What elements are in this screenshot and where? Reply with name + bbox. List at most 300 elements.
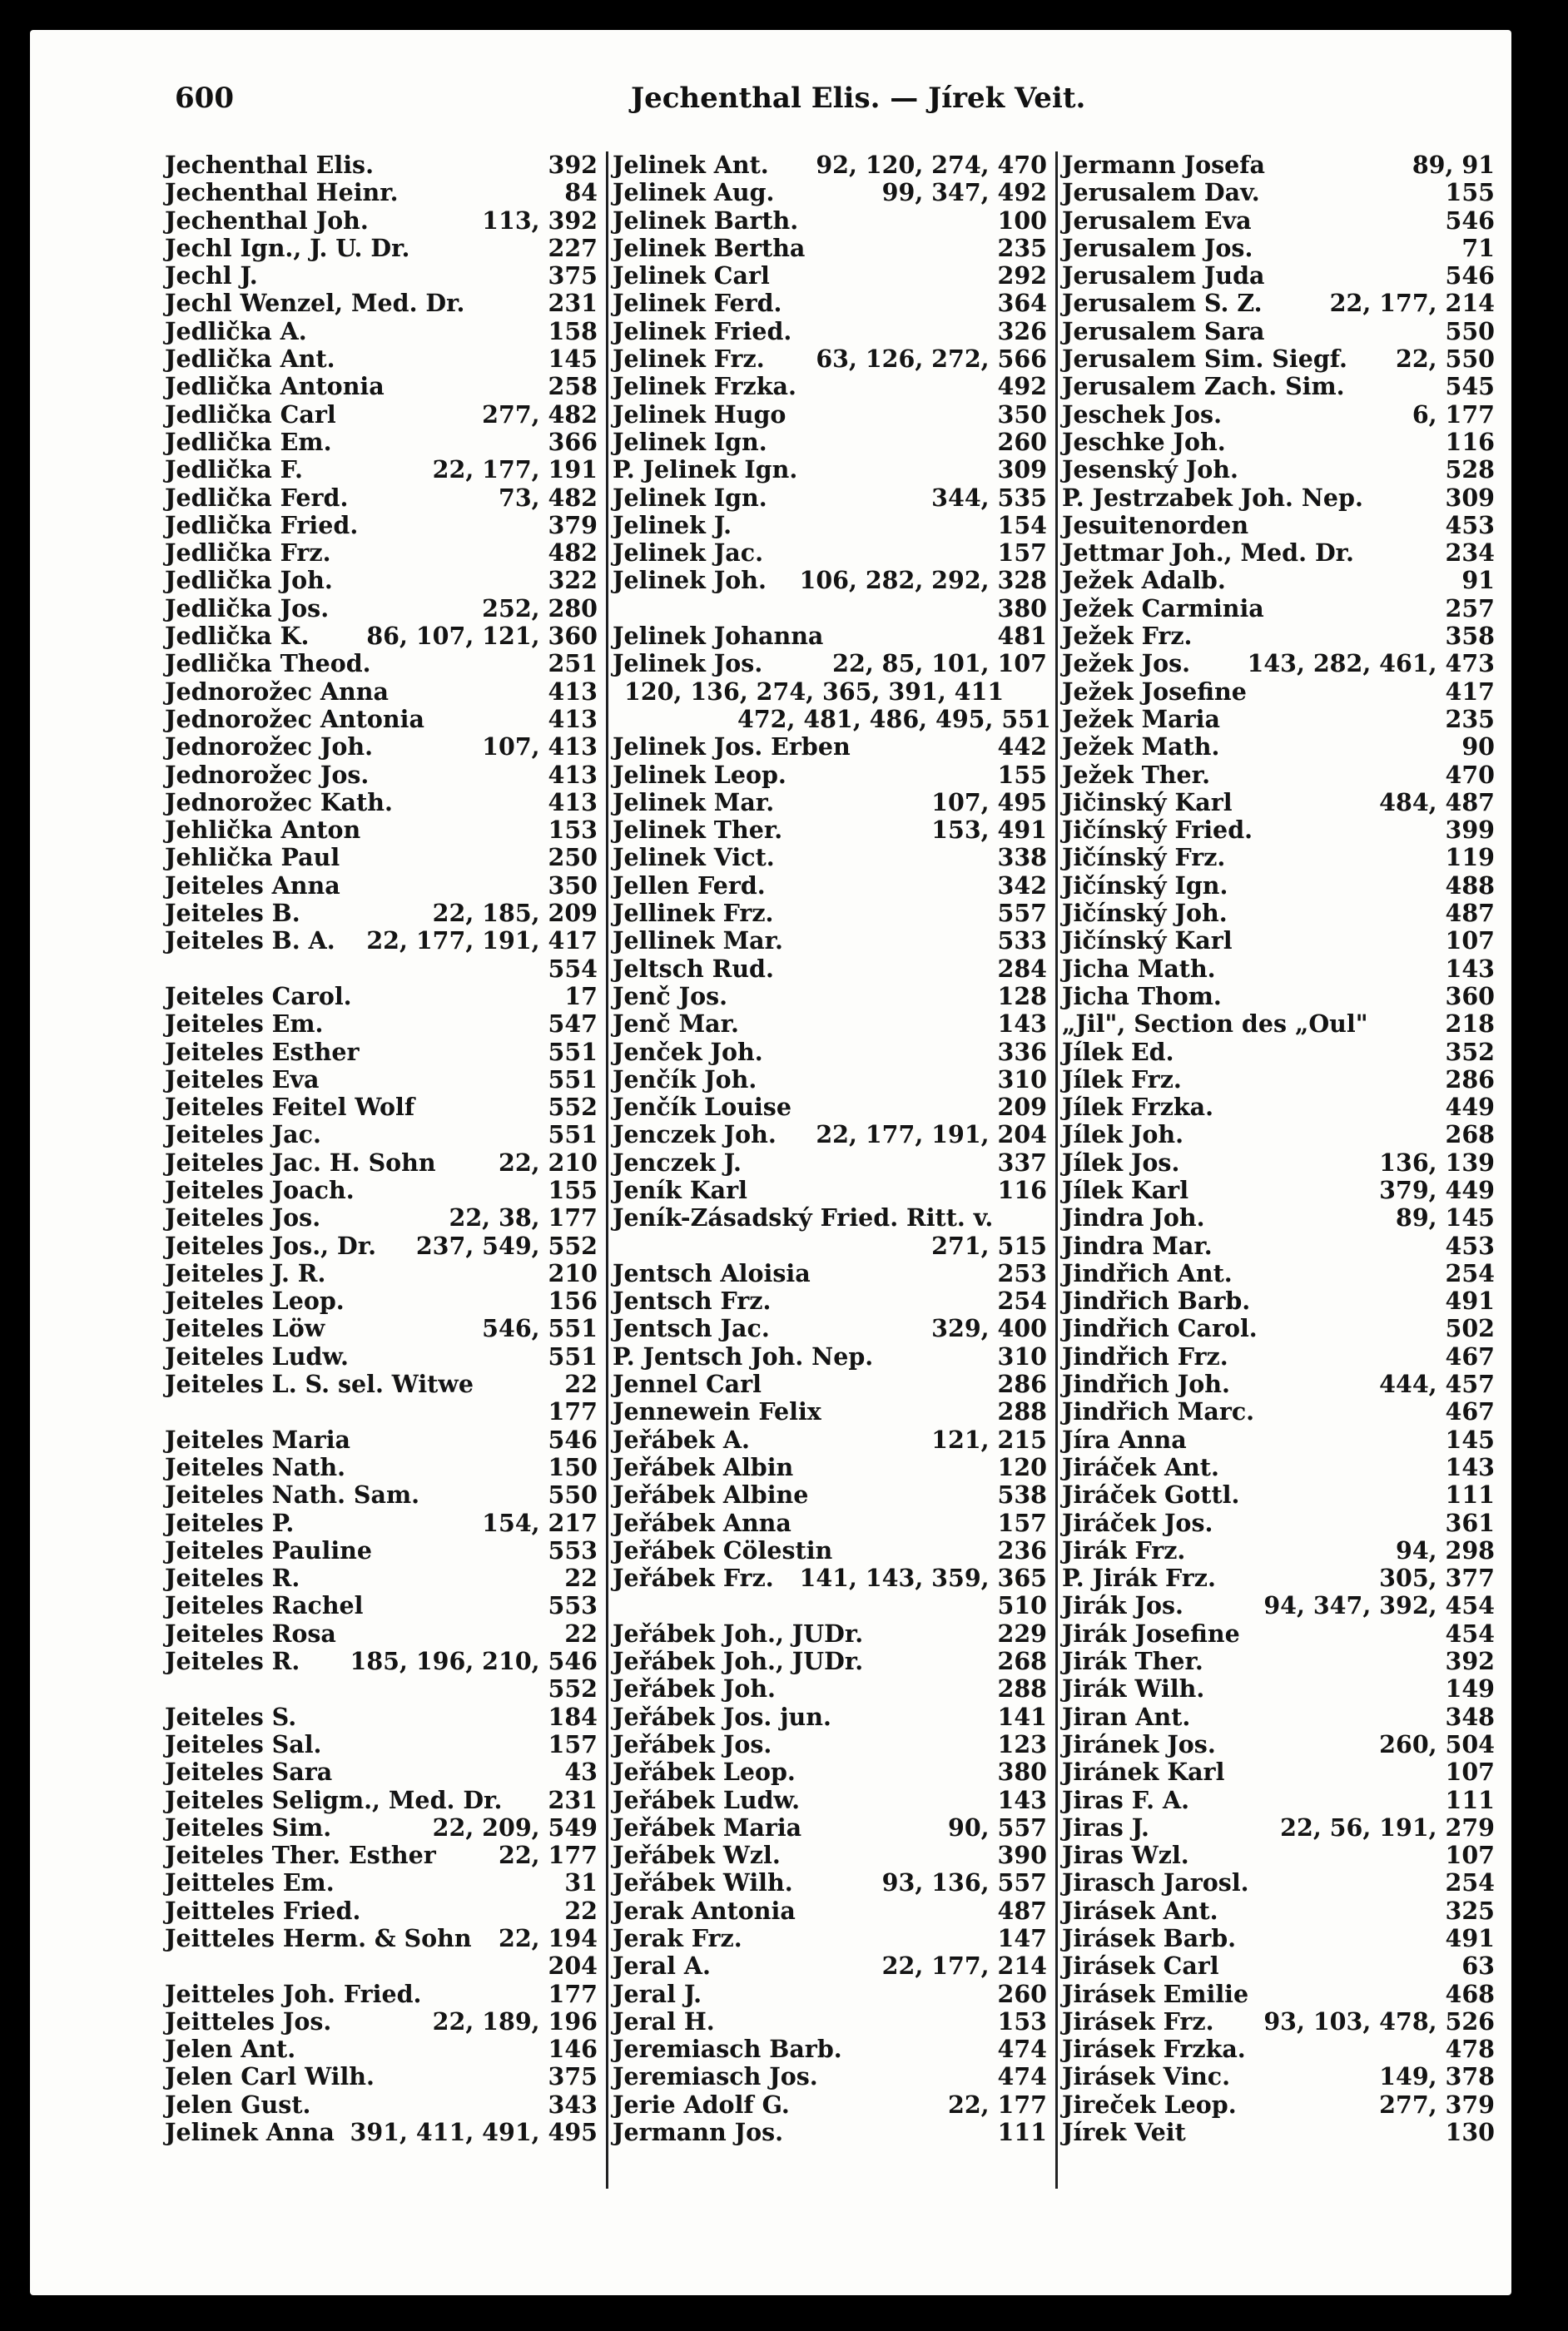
index-entry — [1062, 1426, 1495, 1454]
entry-name: Jeiteles J. R. — [165, 1258, 326, 1287]
entry-name: Jelinek Johanna — [613, 622, 824, 651]
entry-pages: 92, 120, 274, 470 — [816, 151, 1047, 179]
index-entry — [1062, 1675, 1495, 1703]
index-entry — [613, 1039, 1047, 1066]
entry-name: Jellinek Mar. — [613, 926, 783, 955]
column-rule — [1055, 151, 1058, 2189]
entry-name: Jeřábek Joh. — [613, 1674, 776, 1704]
index-entry — [1062, 1537, 1495, 1565]
entry-pages: 86, 107, 121, 360 — [366, 622, 598, 651]
entry-name: Jiránek Jos. — [1062, 1729, 1216, 1758]
entry-name: Jenč Mar. — [613, 1009, 739, 1039]
entry-name: Jedlička Ant. — [165, 345, 335, 374]
entry-name: Jiránek Karl — [1062, 1758, 1225, 1787]
entry-pages: 257 — [1445, 593, 1495, 622]
entry-name: Jeřábek Joh., JUDr. — [613, 1647, 864, 1676]
entry-name: Jičínský Ign. — [1062, 870, 1228, 900]
entry-pages: 252, 280 — [482, 593, 598, 622]
index-entry — [165, 1260, 598, 1287]
index-entry — [613, 1287, 1047, 1315]
entry-pages: 146 — [548, 2035, 598, 2064]
entry-pages: 22, 177, 191, 204 — [816, 1120, 1047, 1149]
entry-pages: 258 — [548, 372, 598, 401]
entry-name: Jirásek Ant. — [1062, 1896, 1218, 1925]
entry-name: Jiráček Gottl. — [1062, 1480, 1240, 1510]
entry-name: Jentsch Aloisia — [613, 1258, 811, 1287]
entry-name: Jeřábek Frz. — [613, 1564, 774, 1593]
index-entry — [1062, 1648, 1495, 1675]
index-entry — [165, 1315, 598, 1342]
entry-name: Jeschek Jos. — [1062, 399, 1222, 429]
entry-name: Jirák Wilh. — [1062, 1674, 1205, 1704]
entry-name: Jelinek Barth. — [613, 206, 799, 235]
index-entry — [165, 1398, 598, 1426]
entry-name: Jindřich Marc. — [1062, 1397, 1255, 1426]
entry-pages: 147 — [997, 1924, 1047, 1952]
entry-pages: 442 — [997, 732, 1047, 761]
index-entry — [613, 1454, 1047, 1481]
entry-pages: 399 — [1445, 816, 1495, 845]
entry-pages: 149, 378 — [1379, 2062, 1495, 2091]
index-entry — [1062, 1814, 1495, 1842]
entry-name: Jerusalem Sim. Siegf. — [1062, 345, 1347, 374]
entry-pages: 84 — [564, 178, 598, 207]
entry-name: Jeiteles Sim. — [165, 1813, 332, 1842]
index-entry — [1062, 1620, 1495, 1648]
index-entry — [165, 927, 598, 955]
index-entry — [613, 1565, 1047, 1592]
entry-pages: 260 — [997, 427, 1047, 456]
index-entry — [165, 2036, 598, 2063]
index-entry — [165, 1952, 598, 1980]
index-entry — [1062, 235, 1495, 262]
entry-name: Jenčík Joh. — [613, 1064, 757, 1094]
entry-name: Jechl Ign., J. U. Dr. — [165, 233, 410, 262]
entry-name: Jirák Jos. — [1062, 1591, 1183, 1620]
index-entry — [1062, 345, 1495, 373]
index-entry — [1062, 1842, 1495, 1869]
entry-pages: 551 — [548, 1120, 598, 1149]
entry-pages: 63 — [1461, 1952, 1495, 1981]
index-entry — [613, 983, 1047, 1010]
entry-name: Jeřábek Leop. — [613, 1758, 796, 1787]
index-entry — [613, 1426, 1047, 1454]
index-entry — [613, 1704, 1047, 1731]
entry-pages: 158 — [548, 316, 598, 345]
entry-pages: 17 — [564, 981, 598, 1010]
entry-name: Jelinek Mar. — [613, 787, 775, 816]
index-entry — [1062, 318, 1495, 345]
index-entry — [1062, 1149, 1495, 1177]
entry-name: Jellen Ferd. — [613, 870, 766, 900]
entry-name: Jenczek Joh. — [613, 1120, 777, 1149]
entry-name: Jelen Ant. — [165, 2035, 296, 2064]
index-entry — [1062, 1481, 1495, 1509]
entry-pages: 145 — [1445, 1425, 1495, 1454]
entry-name: Jelinek J. — [613, 510, 732, 539]
entry-name: Jeschke Joh. — [1062, 427, 1226, 456]
index-entry — [165, 1787, 598, 1814]
entry-pages: 336 — [997, 1037, 1047, 1066]
entry-name: Jenček Joh. — [613, 1037, 763, 1066]
entry-pages: 360 — [1445, 981, 1495, 1010]
entry-pages: 143 — [1445, 1452, 1495, 1481]
index-entry — [613, 1981, 1047, 2008]
index-entry — [1062, 1260, 1495, 1287]
entry-pages: 454 — [1445, 1619, 1495, 1648]
index-entry — [613, 1481, 1047, 1509]
entry-pages: 204 — [548, 1952, 598, 1981]
entry-name: Jiran Ant. — [1062, 1702, 1191, 1731]
entry-name: Jeiteles Maria — [165, 1425, 350, 1454]
entry-name: Jelen Carl Wilh. — [165, 2062, 375, 2091]
index-entry — [1062, 1925, 1495, 1952]
index-entry — [1062, 1343, 1495, 1371]
running-head: Jechenthal Elis. — Jírek Veit. — [631, 82, 1086, 115]
entry-name: Jeiteles B. A. — [165, 926, 335, 955]
entry-name: Jechl J. — [165, 261, 258, 290]
index-entry — [1062, 678, 1495, 706]
index-entry — [165, 1343, 598, 1371]
entry-name: Jeiteles Jos. — [165, 1203, 321, 1232]
entry-pages: 251 — [548, 649, 598, 678]
index-entry — [1062, 2008, 1495, 2036]
entry-pages: 155 — [997, 760, 1047, 789]
index-entry — [613, 1204, 1047, 1232]
index-entry — [165, 1426, 598, 1454]
entry-pages: 22, 194 — [499, 1924, 598, 1952]
entry-pages: 260 — [997, 1979, 1047, 2008]
entry-name: Jílek Frz. — [1062, 1064, 1182, 1094]
entry-name: Jeiteles Löw — [165, 1314, 325, 1343]
entry-pages: 22, 177, 214 — [1329, 289, 1495, 318]
entry-name: 472, 481, 486, 495, 551 — [737, 704, 1051, 733]
index-entry — [613, 1842, 1047, 1869]
entry-name: Jílek Jos. — [1062, 1148, 1180, 1177]
entry-name: Jellinek Frz. — [613, 899, 774, 928]
entry-pages: 482 — [548, 538, 598, 568]
entry-name: Jedlička Ferd. — [165, 483, 349, 512]
index-entry — [1062, 1287, 1495, 1315]
index-entry — [1062, 567, 1495, 594]
entry-pages: 231 — [548, 1785, 598, 1814]
entry-pages: 185, 196, 210, 546 — [350, 1647, 598, 1676]
entry-name: Jeiteles Seligm., Med. Dr. — [165, 1785, 503, 1814]
index-entry — [165, 1869, 598, 1897]
index-entry — [1062, 927, 1495, 955]
index-entry — [613, 1620, 1047, 1648]
entry-name: Jeiteles B. — [165, 899, 300, 928]
entry-pages: 22, 85, 101, 107 — [832, 649, 1047, 678]
entry-name: Jelinek Jos. Erben — [613, 732, 851, 761]
index-entry — [165, 290, 598, 317]
entry-name: Jednorožec Kath. — [165, 787, 393, 816]
entry-pages: 271, 515 — [931, 1231, 1047, 1260]
index-entry — [613, 1121, 1047, 1148]
entry-name: Jermann Josefa — [1062, 151, 1266, 179]
entry-name: Jeřábek A. — [613, 1425, 750, 1454]
index-entry — [613, 2091, 1047, 2119]
entry-name: Jelinek Frzka. — [613, 372, 796, 401]
entry-pages: 417 — [1445, 677, 1495, 706]
index-entry — [613, 1177, 1047, 1204]
entry-pages: 235 — [997, 233, 1047, 262]
entry-name: Jelinek Jac. — [613, 538, 764, 568]
entry-pages: 94, 298 — [1396, 1535, 1495, 1565]
entry-name: Jíra Anna — [1062, 1425, 1187, 1454]
index-entry — [165, 1648, 598, 1675]
index-entry — [1062, 1094, 1495, 1121]
entry-pages: 253 — [997, 1258, 1047, 1287]
entry-name: Jeřábek Albin — [613, 1452, 794, 1481]
index-entry — [613, 1814, 1047, 1842]
entry-pages: 322 — [548, 566, 598, 595]
index-entry — [165, 622, 598, 650]
entry-pages: 31 — [564, 1868, 598, 1897]
entry-pages: 22, 38, 177 — [449, 1203, 598, 1232]
entry-pages: 348 — [1445, 1702, 1495, 1731]
entry-pages: 358 — [1445, 622, 1495, 651]
index-entry — [165, 1121, 598, 1148]
index-entry — [1062, 983, 1495, 1010]
index-entry — [613, 622, 1047, 650]
entry-name: Jechl Wenzel, Med. Dr. — [165, 289, 465, 318]
entry-name: Jedlička Em. — [165, 427, 332, 456]
entry-name: Jelinek Carl — [613, 261, 770, 290]
index-entry — [613, 704, 1051, 733]
index-entry — [165, 955, 598, 983]
entry-pages: 22, 56, 191, 279 — [1280, 1813, 1495, 1842]
entry-pages: 288 — [997, 1397, 1047, 1426]
index-entry — [1062, 2091, 1495, 2119]
entry-name: Jirák Frz. — [1062, 1535, 1186, 1565]
entry-pages: 149 — [1445, 1674, 1495, 1704]
index-entry — [165, 1039, 598, 1066]
entry-name: Jerie Adolf G. — [613, 2090, 790, 2119]
entry-pages: 413 — [548, 787, 598, 816]
entry-pages: 268 — [997, 1647, 1047, 1676]
entry-name: Jeiteles Rachel — [165, 1591, 364, 1620]
index-entry — [1062, 290, 1495, 317]
entry-pages: 111 — [1445, 1785, 1495, 1814]
index-entry — [165, 1094, 598, 1121]
entry-name: Jeiteles L. S. sel. Witwe — [165, 1370, 474, 1399]
index-entry — [165, 318, 598, 345]
entry-name: Jelinek Bertha — [613, 233, 806, 262]
entry-pages: 123 — [997, 1729, 1047, 1758]
index-entry — [165, 1758, 598, 1786]
index-entry — [613, 733, 1047, 761]
entry-pages: 218 — [1445, 1009, 1495, 1039]
entry-pages: 136, 139 — [1379, 1148, 1495, 1177]
index-entry — [1062, 1704, 1495, 1731]
index-entry — [613, 2008, 1047, 2036]
entry-pages: 90 — [1461, 732, 1495, 761]
index-entry — [613, 1149, 1047, 1177]
index-entry — [1062, 844, 1495, 871]
entry-pages: 453 — [1445, 510, 1495, 539]
index-entry — [613, 318, 1047, 345]
entry-name: Jeiteles Feitel Wolf — [165, 1093, 415, 1122]
entry-pages: 157 — [548, 1729, 598, 1758]
index-entry — [613, 401, 1047, 429]
entry-pages: 210 — [548, 1258, 598, 1287]
entry-pages: 156 — [548, 1287, 598, 1316]
entry-name: Jirásek Vinc. — [1062, 2062, 1231, 2091]
entry-name: Jettmar Joh., Med. Dr. — [1062, 538, 1354, 568]
index-entry — [1062, 1952, 1495, 1980]
entry-pages: 91 — [1461, 566, 1495, 595]
index-entry — [1062, 622, 1495, 650]
index-entry — [165, 151, 598, 179]
entry-name: Jelinek Fried. — [613, 316, 792, 345]
page-number: 600 — [175, 82, 234, 115]
index-entry — [613, 151, 1047, 179]
entry-pages: 229 — [997, 1619, 1047, 1648]
entry-name: Jílek Ed. — [1062, 1037, 1174, 1066]
entry-name: P. Jelinek Ign. — [613, 455, 798, 484]
entry-name: Jičínský Fried. — [1062, 816, 1253, 845]
index-entry — [613, 345, 1047, 373]
entry-name: Jechenthal Joh. — [165, 206, 369, 235]
entry-pages: 492 — [997, 372, 1047, 401]
index-entry — [165, 2063, 598, 2090]
entry-pages: 143 — [997, 1009, 1047, 1039]
entry-pages: 90, 557 — [948, 1813, 1047, 1842]
index-entry — [1062, 1204, 1495, 1232]
index-entry — [165, 678, 598, 706]
entry-pages: 413 — [548, 677, 598, 706]
entry-name: Jerusalem Zach. Sim. — [1062, 372, 1345, 401]
entry-name: Jeiteles Jac. H. Sohn — [165, 1148, 436, 1177]
entry-pages: 484, 487 — [1379, 787, 1495, 816]
entry-pages: 100 — [997, 206, 1047, 235]
entry-name: Jindra Mar. — [1062, 1231, 1213, 1260]
entry-pages: 128 — [997, 981, 1047, 1010]
index-entry — [165, 2119, 598, 2146]
entry-pages: 89, 145 — [1396, 1203, 1495, 1232]
entry-name: Jeřábek Albine — [613, 1480, 809, 1510]
index-entry — [1062, 373, 1495, 400]
entry-name: Jeremiasch Jos. — [613, 2062, 818, 2091]
entry-name: Jelen Gust. — [165, 2090, 311, 2119]
entry-pages: 119 — [1445, 843, 1495, 872]
entry-name: P. Jentsch Joh. Nep. — [613, 1342, 874, 1371]
entry-name: Jirásek Frz. — [1062, 2006, 1214, 2036]
entry-name: Jesenský Joh. — [1062, 455, 1238, 484]
entry-name: Jechenthal Heinr. — [165, 178, 399, 207]
entry-pages: 491 — [1445, 1287, 1495, 1316]
entry-name: Jednorožec Joh. — [165, 732, 374, 761]
index-entry — [1062, 900, 1495, 927]
entry-name: Jeiteles Sal. — [165, 1729, 322, 1758]
entry-pages: 234 — [1445, 538, 1495, 568]
entry-pages: 111 — [1445, 1480, 1495, 1510]
entry-pages: 468 — [1445, 1979, 1495, 2008]
entry-pages: 325 — [1445, 1896, 1495, 1925]
entry-name: Jesuitenorden — [1062, 510, 1249, 539]
entry-name: Jílek Frzka. — [1062, 1093, 1214, 1122]
index-entry — [165, 1204, 598, 1232]
index-entry — [1062, 512, 1495, 539]
entry-name: Ježek Adalb. — [1062, 566, 1226, 595]
entry-pages: 528 — [1445, 455, 1495, 484]
entry-pages: 113, 392 — [482, 206, 598, 235]
entry-pages: 116 — [997, 1175, 1047, 1204]
entry-pages: 22, 177, 214 — [881, 1952, 1047, 1981]
index-entry — [613, 290, 1047, 317]
entry-pages: 375 — [548, 2062, 598, 2091]
index-entry — [613, 761, 1047, 789]
index-entry — [1062, 650, 1495, 677]
entry-pages: 380 — [997, 1758, 1047, 1787]
index-entry — [613, 844, 1047, 871]
index-entry — [165, 512, 598, 539]
entry-name: Jirasch Jarosl. — [1062, 1868, 1249, 1897]
entry-pages: 546 — [1445, 206, 1495, 235]
entry-name: Jeiteles Carol. — [165, 981, 352, 1010]
entry-pages: 254 — [1445, 1258, 1495, 1287]
entry-pages: 153 — [997, 2006, 1047, 2036]
entry-name: Jeitteles Joh. Fried. — [165, 1979, 422, 2008]
entry-pages: 130 — [1445, 2118, 1495, 2147]
entry-pages: 268 — [1445, 1120, 1495, 1149]
entry-name: Jehlička Paul — [165, 843, 340, 872]
entry-name: Jiráček Jos. — [1062, 1508, 1213, 1537]
index-entry — [165, 1510, 598, 1537]
entry-pages: 309 — [997, 455, 1047, 484]
index-entry — [165, 429, 598, 456]
entry-name: Jerak Antonia — [613, 1896, 796, 1925]
entry-name: Jiras Wzl. — [1062, 1841, 1189, 1870]
entry-pages: 551 — [548, 1064, 598, 1094]
entry-name: Jeřábek Wilh. — [613, 1868, 793, 1897]
entry-pages: 554 — [548, 954, 598, 983]
index-entry — [1062, 1066, 1495, 1094]
index-entry — [165, 1232, 598, 1260]
entry-pages: 99, 347, 492 — [881, 178, 1047, 207]
entry-pages: 153, 491 — [931, 816, 1047, 845]
entry-name: Jindra Joh. — [1062, 1203, 1205, 1232]
entry-name: Jeiteles Eva — [165, 1064, 320, 1094]
entry-name: Jiras J. — [1062, 1813, 1149, 1842]
entry-name: Jindřich Carol. — [1062, 1314, 1258, 1343]
entry-name: „Jil", Section des „Oul" — [1062, 1009, 1368, 1039]
entry-pages: 177 — [548, 1397, 598, 1426]
entry-name: Jičinský Karl — [1062, 787, 1233, 816]
index-entry — [1062, 1869, 1495, 1897]
entry-name: Jeral A. — [613, 1952, 711, 1981]
entry-name: Jednorožec Anna — [165, 677, 389, 706]
index-entry — [165, 2008, 598, 2036]
index-entry — [165, 844, 598, 871]
entry-name: Jelinek Ther. — [613, 816, 783, 845]
index-entry — [613, 1510, 1047, 1537]
entry-name: Jeiteles Ther. Esther — [165, 1841, 436, 1870]
entry-name: Jiráček Ant. — [1062, 1452, 1219, 1481]
entry-pages: 305, 377 — [1379, 1564, 1495, 1593]
entry-pages: 121, 215 — [931, 1425, 1047, 1454]
entry-pages: 467 — [1445, 1397, 1495, 1426]
index-entry — [1062, 1232, 1495, 1260]
entry-pages: 111 — [997, 2118, 1047, 2147]
index-entry — [1062, 179, 1495, 206]
entry-name: Jedlička K. — [165, 622, 310, 651]
entry-name: Jerusalem Dav. — [1062, 178, 1260, 207]
entry-name: Jeřábek Maria — [613, 1813, 802, 1842]
entry-name: Jílek Joh. — [1062, 1120, 1184, 1149]
index-entry — [613, 235, 1047, 262]
